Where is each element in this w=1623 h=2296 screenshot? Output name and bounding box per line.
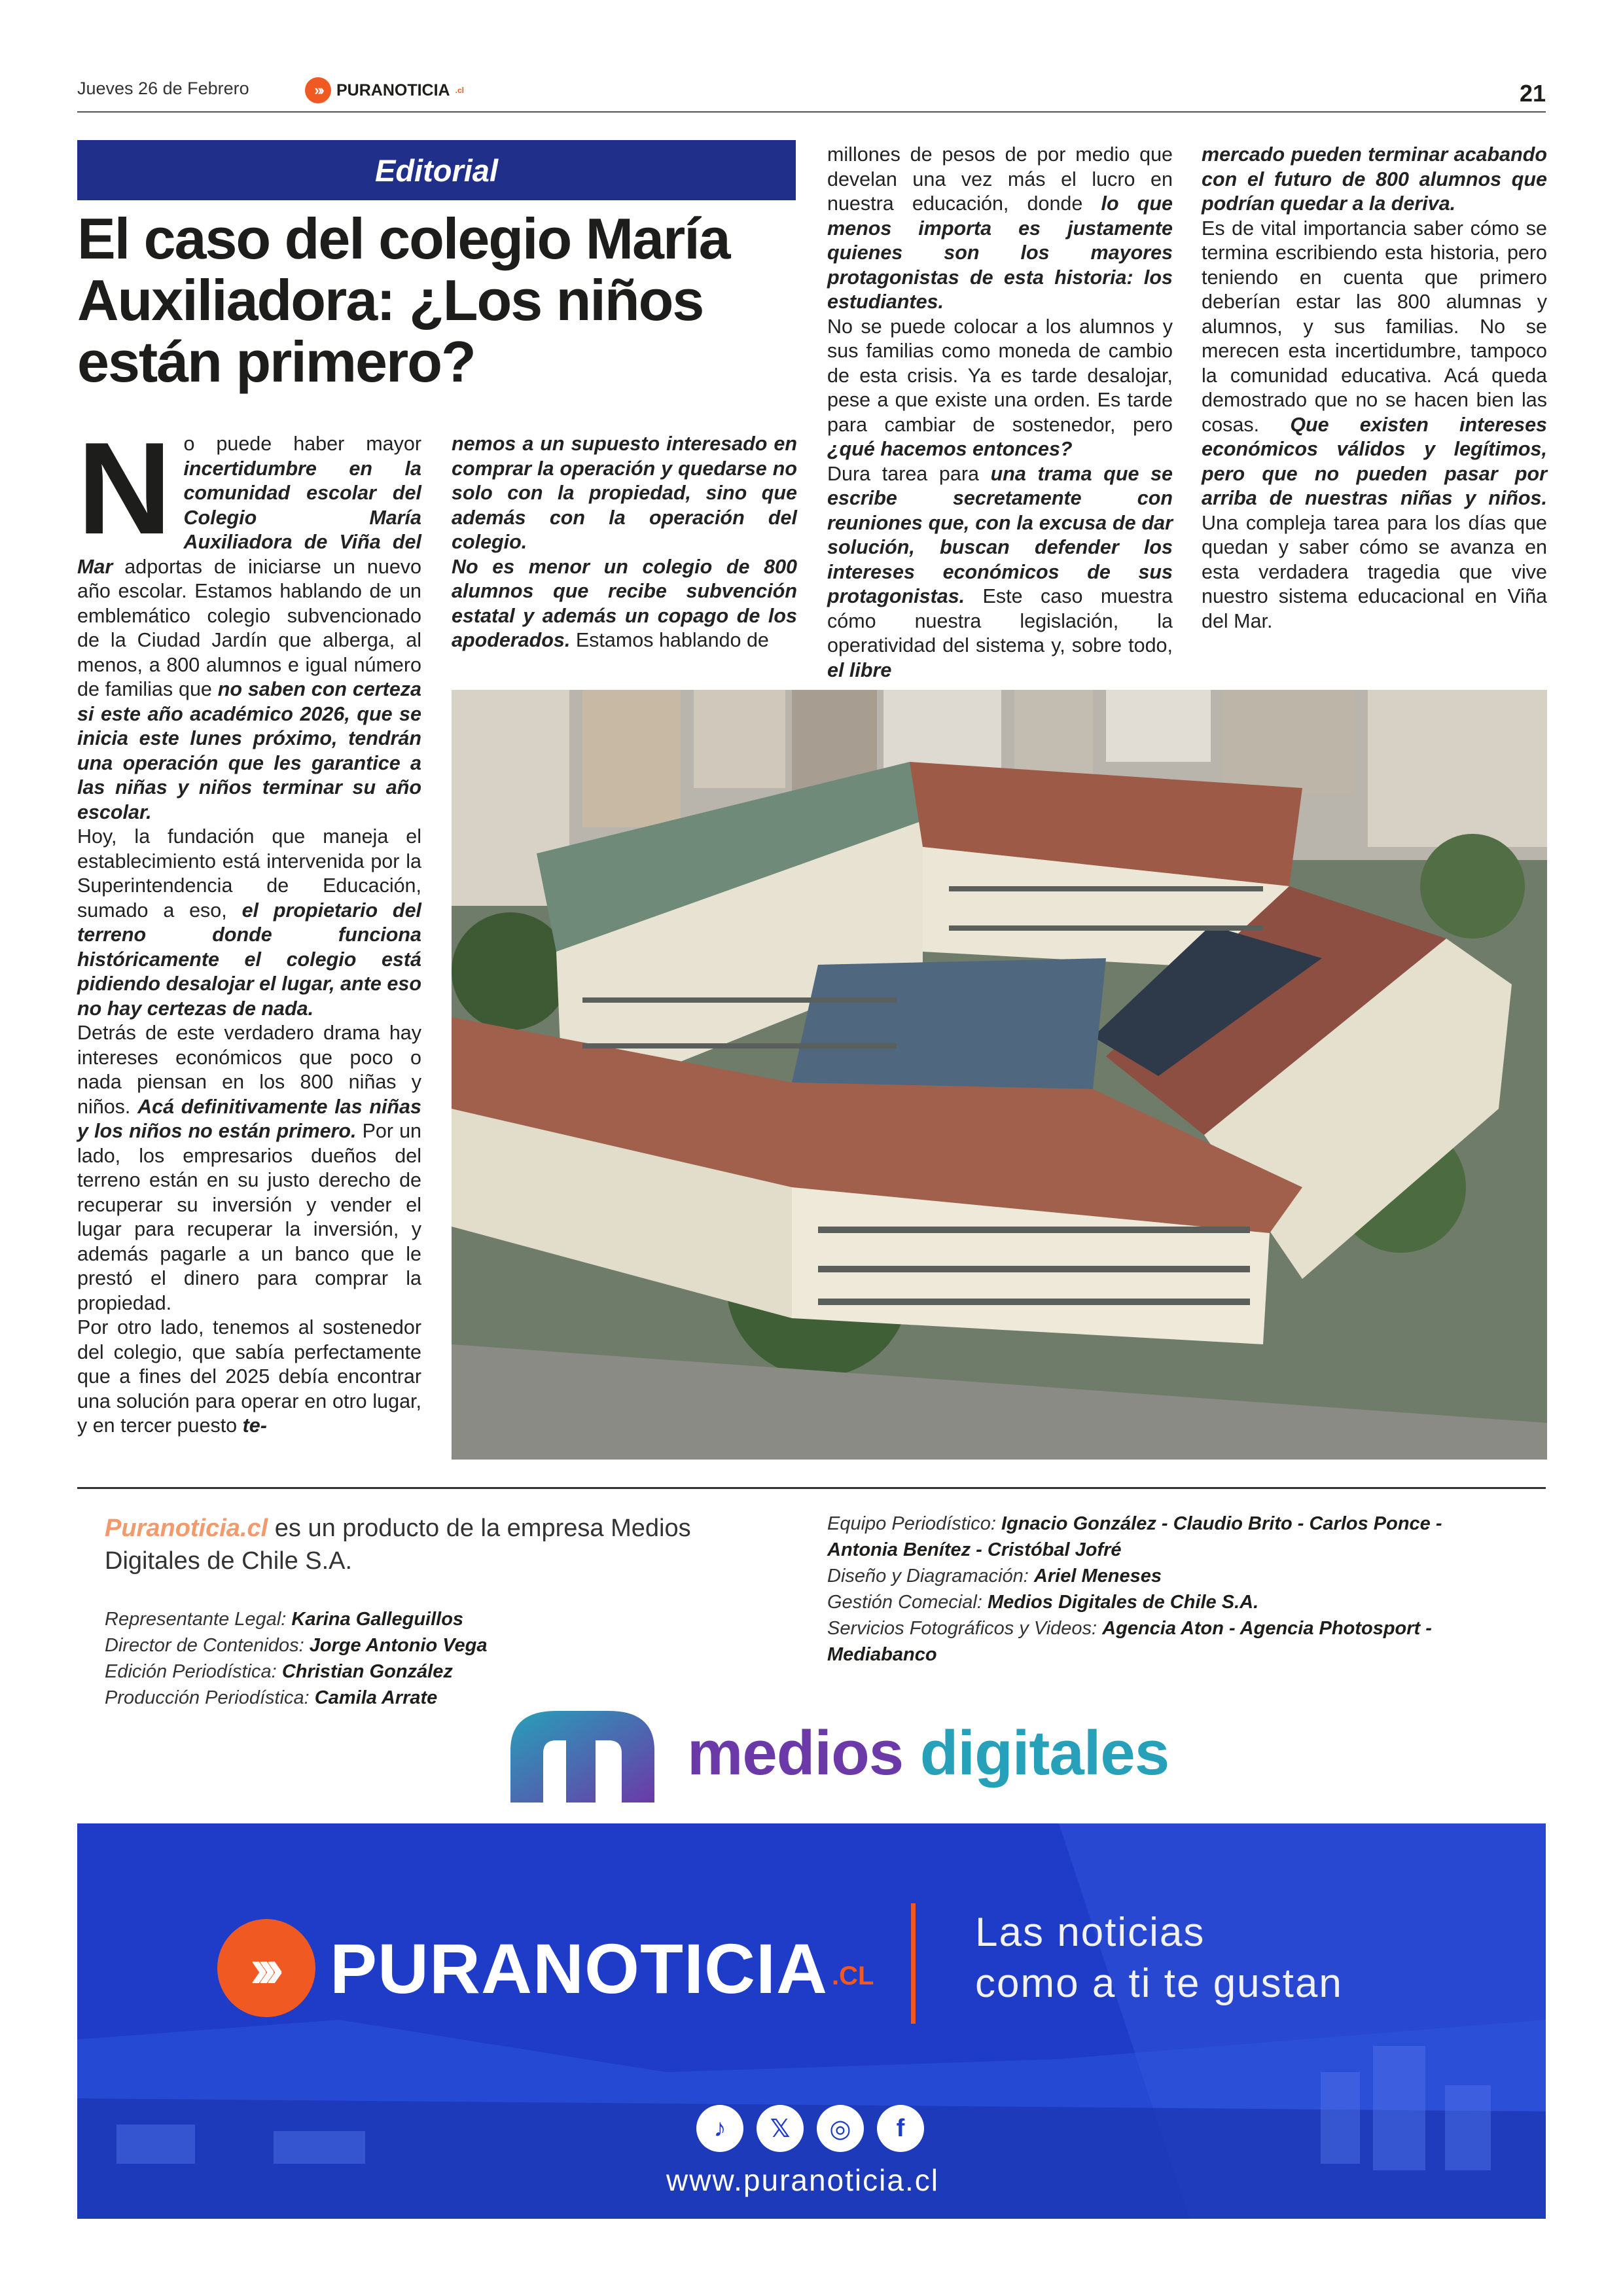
column-1-text [77,416,422,1439]
body-text: Hoy, la fundación que maneja el establecimiento está intervenida por la Superintendencia de Educación, sumado a eso, [77,825,421,922]
article-paragraph [827,315,1173,462]
facebook-icon[interactable]: f [877,2105,924,2152]
body-text: Detrás de este verdadero drama hay intereses económicos que poco o nada piensan en los 800 niñas y niños. [77,1022,421,1118]
ad-url-link[interactable]: www.puranoticia.cl [666,2163,939,2197]
article-column-1 [77,416,422,1439]
social-icons [696,2105,924,2152]
highlighted-text: nemos a un supuesto interesado en comprar la operación y quedarse no solo con la propiedad, sino que además con la operación del colegio. [452,433,797,553]
x-icon[interactable]: 𝕏 [757,2105,804,2152]
article-paragraph [1202,143,1547,217]
article-paragraph [77,1316,421,1439]
footer-divider [77,1487,1546,1489]
credit-line: Representante Legal: Karina Galleguillos [105,1609,464,1630]
chevrons-icon: ››› [217,1919,315,2017]
publisher-statement [105,1512,759,1577]
publisher-brand: Puranoticia.cl [105,1515,268,1542]
article-column-3 [827,143,1173,683]
page-number: 21 [1519,80,1546,107]
ad-brand-text: PURANOTICIA [330,1928,828,2008]
publisher-company: es un producto de la empresa Medios Digitales de Chile S.A. [105,1515,691,1575]
credit-line: Producción Periodística: Camila Arrate [105,1687,438,1708]
body-text: Por otro lado, tenemos al sostenedor del colegio, que sabía perfectamente que a fines del 2025 debía encontrar una solución para operar en otro lugar, y en tercer puesto [77,1316,421,1437]
header-logo-text: PURANOTICIA [336,81,450,99]
ad-brand-logo [217,1919,874,2017]
medios-digitales-wordmark: medios digitales [687,1718,1169,1788]
highlighted-text: te- [242,1414,267,1437]
highlighted-text: Acá definitivamente las niñas y los niños no están primero. [77,1095,421,1142]
drop-cap: N [77,416,172,562]
highlighted-text: ¿qué hacemos entonces? [827,438,1073,460]
highlighted-text: lo que menos importa es justamente quienes son los mayores protagonistas de esta historia: los estudiantes. [827,192,1173,313]
credit-line: Director de Contenidos: Jorge Antonio Vega [105,1635,488,1656]
article-paragraph [1202,217,1547,634]
section-banner: Editorial [77,140,796,200]
article-paragraph [77,825,421,1021]
ad-tagline: Las noticias como a ti te gustan [975,1910,1343,2006]
ad-brand-suffix: .CL [832,1962,874,1990]
highlighted-text: una trama que se escribe secretamente con reuniones que, con la excusa de dar solución, buscan defender los intereses económicos de sus protagonistas. [827,462,1173,607]
credit-line: Servicios Fotográficos y Videos: Agencia Aton - Agencia Photosport - Mediabanco [827,1618,1432,1665]
highlighted-text: el propietario del terreno donde funciona históricamente el colegio está pidiendo desalojar el lugar, ante eso no hay certezas de nada. [77,899,422,1020]
article-paragraph [77,1021,421,1316]
chevrons-icon: »› [305,77,331,103]
body-text: Por un lado, los empresarios dueños del terreno están en su justo derecho de recuperar su inversión y vender el lugar para recuperar la inversión, y además pagarle a un banco que le prestó el dinero para comprar la propiedad. [77,1120,421,1314]
body-text: Una compleja tarea para los días que quedan y saber cómo se avanza en esta verdadera tragedia que vive nuestro sistema educacional en Viña del Mar. [1202,511,1547,632]
article-column-2 [452,432,797,653]
ad-cityscape-background [77,1823,1546,2219]
highlighted-text: incertidumbre en la comunidad escolar del Colegio María Auxiliadora de Viña del Mar [77,457,421,578]
issue-date: Jueves 26 de Febrero [77,79,249,98]
header-logo [305,77,464,103]
body-text: No se puede colocar a los alumnos y sus familias como moneda de cambio de esta crisis. Ya es tarde desalojar, pese a que existe una orden. Es tarde para cambiar de sostenedor, pero [827,315,1173,436]
body-text: Este caso muestra cómo nuestra legislación, la operatividad del sistema y, sobre todo, [827,585,1173,656]
credit-line: Diseño y Diagramación: Ariel Meneses [827,1566,1162,1587]
highlighted-text: mercado pueden terminar acabando con el futuro de 800 alumnos que podrían quedar a la deriva. [1202,143,1547,215]
body-text: Es de vital importancia saber cómo se termina escribiendo esta historia, pero teniendo en cuenta que primero deberían estar las 800 alumnas y alumnos, y sus familias. No se merecen esta incertidumbre, tampoco la comunidad educativa. Acá queda demostrado que no se hacen bien las cosas. [1202,217,1547,436]
credit-line: Gestión Comecial: Medios Digitales de Chile S.A. [827,1592,1259,1613]
article-paragraph [827,462,1173,683]
masthead-left [105,1512,759,1711]
tiktok-icon[interactable]: ♪ [696,2105,743,2152]
article-column-4 [1202,143,1547,634]
school-aerial-illustration [452,690,1547,1460]
highlighted-text: el libre [827,658,892,681]
header-logo-suffix: .cl [455,86,464,95]
highlighted-text: Que existen intereses económicos válidos y legítimos, pero que no pueden pasar por arriba de nuestras niñas y niños. [1202,413,1547,509]
body-text: adportas de iniciarse un nuevo año escolar. Estamos hablando de un emblemático colegio subvencionado de la Ciudad Jardín que alberga, al menos, a 800 alumnos e igual número de familias que [77,555,421,700]
credit-line: Equipo Periodístico: Ignacio González - Claudio Brito - Carlos Ponce - Antonia Benítez - Cristóbal Jofré [827,1513,1442,1560]
article-title: El caso del colegio María Auxiliadora: ¿Los niños están primero? [77,206,730,394]
body-text: Estamos hablando de [570,629,769,651]
credit-line: Edición Periodística: Christian González [105,1661,453,1682]
ad-separator [911,1903,916,2024]
instagram-icon[interactable]: ◎ [817,2105,864,2152]
highlighted-text: no saben con certeza si este año académico 2026, que se inicia este lunes próximo, tendrán una operación que les garantice a las niñas y niños terminar su año escolar. [77,678,421,823]
highlighted-text: No es menor un colegio de 800 alumnos que recibe subvención estatal y además un copago de los apoderados. [452,555,797,651]
article-paragraph [452,555,797,653]
body-text: Dura tarea para [827,462,991,485]
article-paragraph [452,432,797,555]
medios-digitales-logo [504,1704,1169,1803]
article-paragraph [827,143,1173,315]
masthead-right [827,1511,1495,1668]
credits-list-left [105,1606,759,1711]
body-text: millones de pesos de por medio que develan una vez más el lucro en nuestra educación, donde [827,143,1173,215]
body-text: o puede haber mayor [183,433,421,455]
medios-digitales-mark-icon [504,1704,661,1803]
school-aerial-photo [452,690,1547,1460]
header-divider [77,111,1546,113]
puranoticia-ad[interactable] [77,1823,1546,2219]
